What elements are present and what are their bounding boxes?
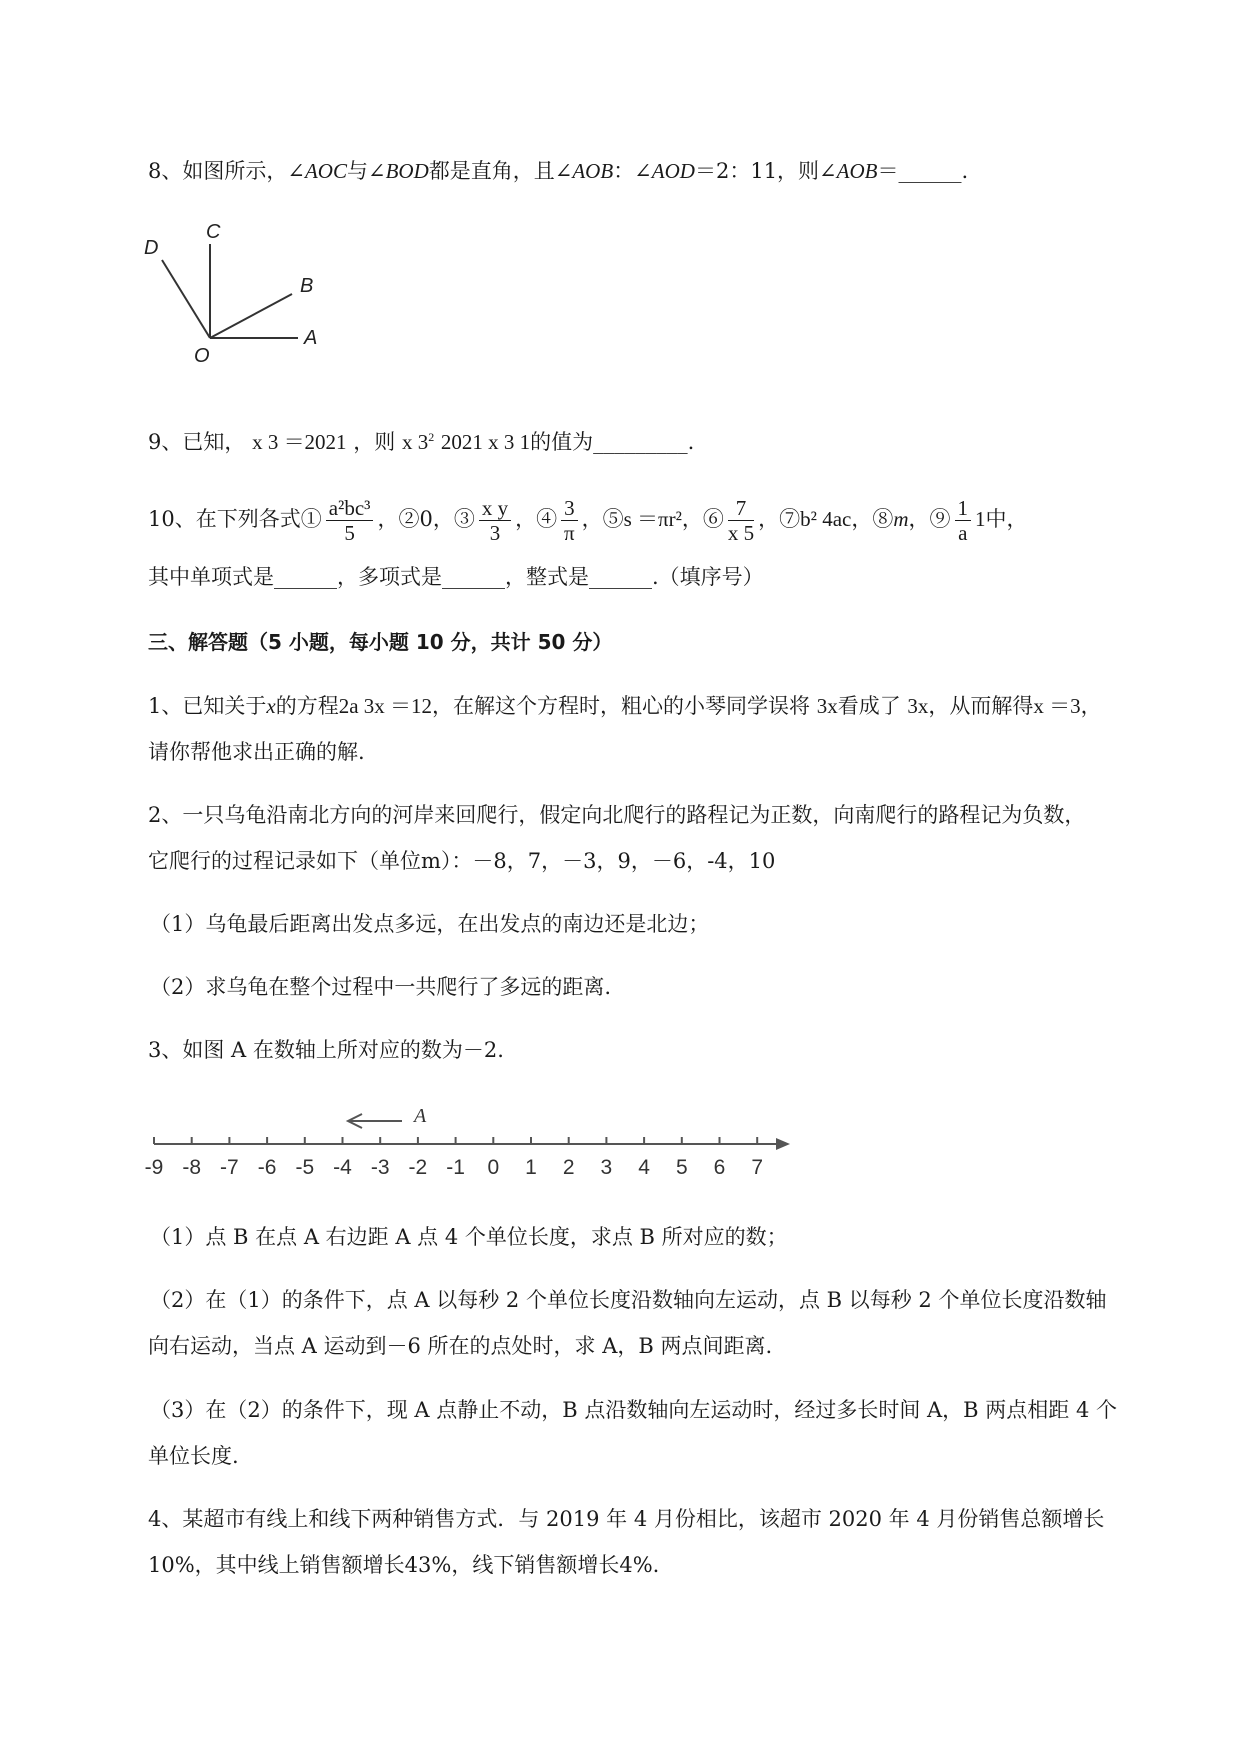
point-a-label: A — [414, 1105, 427, 1127]
problem-2-sub1: （1）乌龟最后距离出发点多远，在出发点的南边还是北边； — [150, 912, 710, 936]
axis-tick-label: 3 — [600, 1156, 613, 1179]
problem-3-sub3-line2: 单位长度. — [148, 1444, 239, 1468]
fraction-3: $\frac{\text{x y}}{3}$ — [479, 496, 511, 545]
fraction-9: $\frac{1}{a}$ — [955, 496, 972, 545]
axis-tick-label: -1 — [446, 1156, 465, 1179]
q9-expr-part2: 2021 x 3 1 — [440, 430, 531, 454]
axis-tick-label: 6 — [713, 1156, 726, 1179]
angle-figure — [140, 220, 340, 370]
ray-OB — [210, 294, 292, 338]
question-10-line2: 其中单项式是______，多项式是______，整式是______.（填序号） — [148, 565, 764, 589]
problem-2-line1: 2、一只乌龟沿南北方向的河岸来回爬行，假定向北爬行的路程记为正数，向南爬行的路程记为负数， — [148, 803, 1086, 827]
q9-expr-part1: x 3 — [401, 430, 429, 454]
axis-tick-label: 2 — [562, 1156, 575, 1179]
axis-tick-label: -3 — [370, 1156, 390, 1179]
problem-4-line1: 4、某超市有线上和线下两种销售方式．与 2019 年 4 月份相比，该超市 2020 年 4 月份销售总额增长 — [148, 1507, 1105, 1531]
problem-3-sub3-line1: （3）在（2）的条件下，现 A 点静止不动，B 点沿数轴向左运动时，经过多长时间 A，B 两点相距 4 个 — [150, 1398, 1118, 1422]
problem-1-line1: 1、已知关于x的方程2a 3x ＝12，在解这个方程时，粗心的小琴同学误将 3x看成了 3x，从而解得x ＝3， — [148, 694, 1102, 718]
problem-3-sub1: （1）点 B 在点 A 右边距 A 点 4 个单位长度，求点 B 所对应的数； — [150, 1225, 788, 1249]
problem-4-line2: 10%，其中线上销售额增长43%，线下销售额增长4%. — [148, 1553, 660, 1577]
problem-2-sub2: （2）求乌龟在整个过程中一共爬行了多远的距离. — [150, 975, 612, 999]
axis-tick-label: -7 — [220, 1156, 239, 1179]
axis-arrowhead — [776, 1138, 790, 1150]
axis-tick-label: 7 — [751, 1156, 764, 1179]
axis-tick-label: -9 — [144, 1156, 164, 1179]
fraction-1: $\frac{\text{a²bc³}}{5}$ — [326, 496, 374, 545]
label-A: A — [304, 327, 318, 349]
fraction-6: $\frac{7}{x 5}$ — [727, 496, 755, 545]
problem-1-line2: 请你帮他求出正确的解. — [148, 740, 365, 764]
axis-tick-label: -4 — [333, 1156, 352, 1179]
fraction-4: $\frac{3}{\pi}$ — [561, 496, 578, 545]
axis-tick-label: -2 — [408, 1156, 428, 1179]
label-B: B — [300, 275, 314, 297]
number-line — [140, 1100, 800, 1200]
label-D: D — [144, 237, 159, 259]
problem-3-sub2-line1: （2）在（1）的条件下，点 A 以每秒 2 个单位长度沿数轴向左运动，点 B 以每秒 2 个单位长度沿数轴 — [150, 1288, 1107, 1312]
problem-3-intro: 3、如图 A 在数轴上所对应的数为－2. — [148, 1038, 504, 1062]
problem-3-sub2-line2: 向右运动，当点 A 运动到－6 所在的点处时，求 A，B 两点间距离. — [148, 1334, 773, 1358]
axis-tick-label: 5 — [675, 1156, 688, 1179]
question-10-text: 10、在下列各式① $\frac{\text{a²bc³}}{5}$ ，②0，③ $\frac{\text{x y}}{3}$ ，④ $\frac{3}{\pi}$ ，⑤s ＝πr²，⑥ $\frac{7}{x 5}$ ，⑦b² 4ac，⑧m，⑨ $\frac{1}{a}$ 1中， — [148, 496, 1028, 545]
question-9-text: 9、已知， x 3 ＝2021 ，则 x $3^2$ 2021 x 3 1的值为_________. — [148, 430, 695, 454]
axis-tick-label: 4 — [638, 1156, 650, 1179]
axis-tick-label: 0 — [487, 1156, 500, 1179]
axis-tick-label: -5 — [295, 1156, 315, 1179]
label-O: O — [194, 345, 210, 367]
q9-given-expression: x 3 ＝2021 — [252, 430, 347, 454]
problem-2-line2: 它爬行的过程记录如下（单位m）：－8，7，－3，9，－6，-4，10 — [148, 849, 776, 873]
axis-tick-label: -6 — [257, 1156, 277, 1179]
axis-tick-label: -8 — [182, 1156, 202, 1179]
label-C: C — [206, 221, 221, 243]
question-8-text: 8、如图所示，∠AOC与∠BOD都是直角，且∠AOB：∠AOD＝2：11，则∠AOB＝______. — [148, 159, 969, 183]
axis-tick-label: 1 — [525, 1156, 537, 1179]
ray-OD — [162, 260, 210, 338]
section-3-heading: 三、解答题（5 小题，每小题 10 分，共计 50 分） — [148, 630, 613, 654]
